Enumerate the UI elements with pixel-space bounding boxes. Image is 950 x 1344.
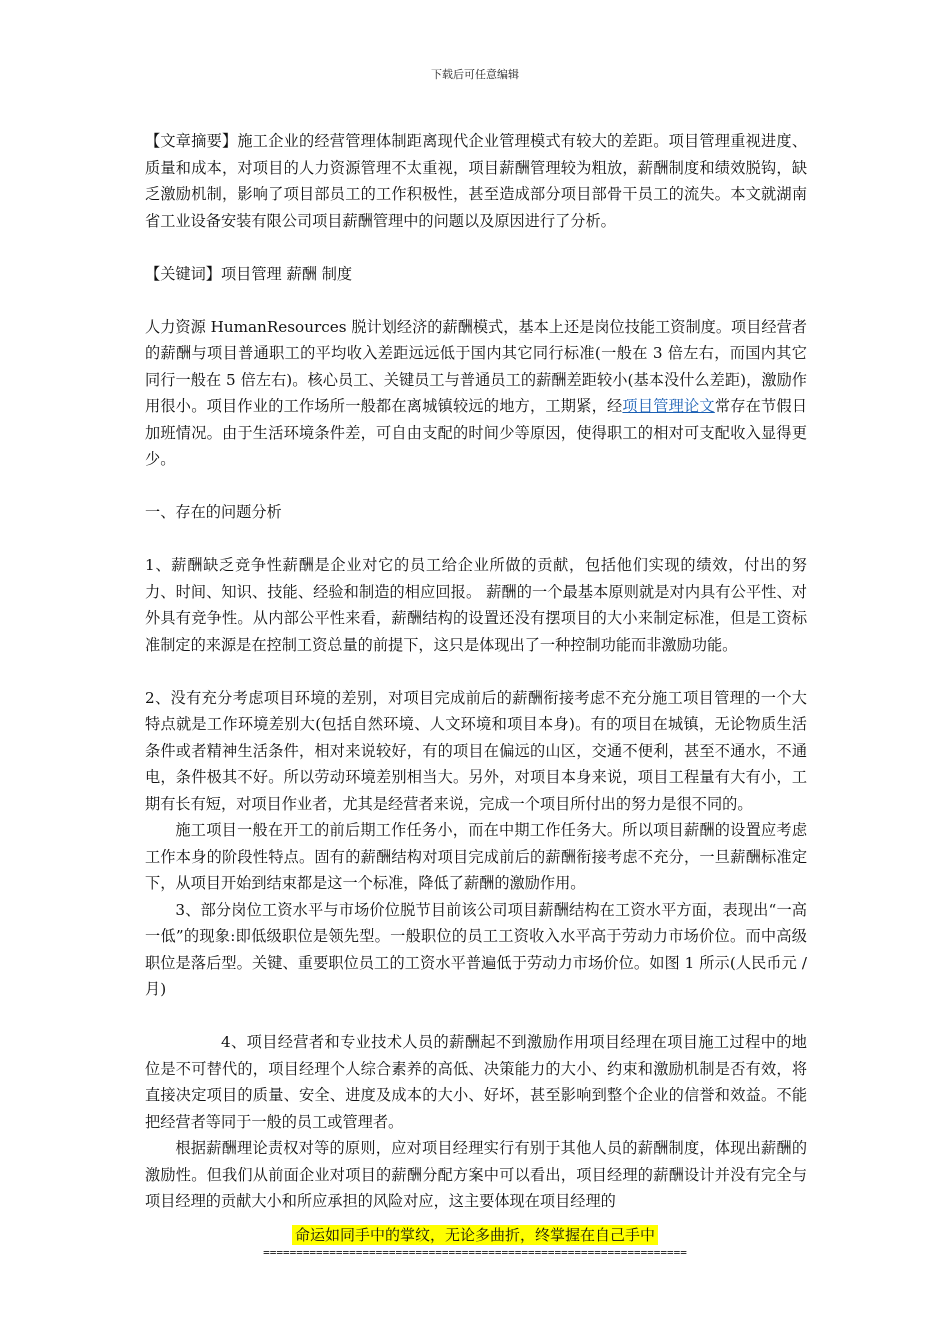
point-1-paragraph: 1、薪酬缺乏竞争性薪酬是企业对它的员工给企业所做的贡献，包括他们实现的绩效，付出的努力、时间、知识、技能、经验和制造的相应回报。 薪酬的一个最基本原则就是对内具有公平性、对外具有竞争性。从内部公平性来看，薪酬结构的设置还没有摆项目的大小来制定标准，但是工资标准制定的来源是在控制工资总量的前提下，这只是体现出了一种控制功能而非激励功能。: [145, 556, 807, 654]
point-2-continued-paragraph: 施工项目一般在开工的前后期工作任务小，而在中期工作任务大。所以项目薪酬的设置应考虑工作本身的阶段性特点。固有的薪酬结构对项目完成前后的薪酬衔接考虑不充分，一旦薪酬标准定下，从项目开始到结束都是这一个标准，降低了薪酬的激励作用。: [145, 821, 807, 892]
point-4-paragraph: 4、项目经营者和专业技术人员的薪酬起不到激励作用项目经理在项目施工过程中的地位是不可替代的，项目经理个人综合素养的高低、决策能力的大小、约束和激励机制是否有效，将直接决定项目的质量、安全、进度及成本的大小、好坏，甚至影响到整个企业的信誉和效益。不能把经营者等同于一般的员工或管理者。: [145, 1033, 807, 1131]
abstract-paragraph: 【文章摘要】施工企业的经营管理体制距离现代企业管理模式有较大的差距。项目管理重视进度、质量和成本，对项目的人力资源管理不太重视，项目薪酬管理较为粗放，薪酬制度和绩效脱钩，缺乏激励机制，影响了项目部员工的工作积极性，甚至造成部分项目部骨干员工的流失。本文就湖南省工业设备安装有限公司项目薪酬管理中的问题以及原因进行了分析。: [145, 132, 807, 230]
page-header: 下载后可任意编辑: [431, 68, 519, 81]
point-2-paragraph: 2、没有充分考虑项目环境的差别，对项目完成前后的薪酬衔接考虑不充分施工项目管理的一个大特点就是工作环境差别大(包括自然环境、人文环境和项目本身)。有的项目在城镇，无论物质生活条件或者精神生活条件，相对来说较好，有的项目在偏远的山区，交通不便利，甚至不通水，不通电，条件极其不好。所以劳动环境差别相当大。另外，对项目本身来说，项目工程量有大有小，工期有长有短，对项目作业者，尤其是经营者来说，完成一个项目所付出的努力是很不同的。: [145, 688, 807, 813]
section-heading: 一、存在的问题分析: [145, 503, 282, 521]
document-body: [145, 128, 807, 1215]
point-4-continued-paragraph: 根据薪酬理论责权对等的原则，应对项目经理实行有别于其他人员的薪酬制度，体现出薪酬的激励性。但我们从前面企业对项目的薪酬分配方案中可以看出，项目经理的薪酬设计并没有完全与项目经理的贡献大小和所应承担的风险对应，这主要体现在项目经理的: [145, 1139, 807, 1210]
footer-rule: ================================================================: [263, 1246, 687, 1259]
footer-quote: [0, 1224, 950, 1245]
intro-text-before-link: 人力资源 HumanResources 脱计划经济的薪酬模式，基本上还是岗位技能工资制度。项目经营者的薪酬与项目普通职工的平均收入差距远远低于国内其它同行标准(一般在 3 倍左右，而国内其它同行一般在 5 倍左右)。核心员工、关键员工与普通员工的薪酬差距较小(基本没什么差距)，激励作用很小。项目作业的工作场所一般都在离城镇较远的地方，工期紧，经: [145, 317, 807, 415]
point-3-paragraph: 3、部分岗位工资水平与市场价位脱节目前该公司项目薪酬结构在工资水平方面，表现出“一高一低”的现象:即低级职位是领先型。一般职位的员工工资收入水平高于劳动力市场价位。而中高级职位是落后型。关键、重要职位员工的工资水平普遍低于劳动力市场价位。如图 1 所示(人民币元 /月): [145, 900, 807, 998]
keywords-paragraph: 【关键词】项目管理 薪酬 制度: [145, 264, 353, 283]
project-management-paper-link[interactable]: 项目管理论文: [622, 397, 715, 415]
intro-text-after-link: 常存在节假日加班情况。由于生活环境条件差，可自由支配的时间少等原因，使得职工的相对可支配收入显得更少。: [145, 397, 808, 468]
footer-quote-text: 命运如同手中的掌纹，无论多曲折，终掌握在自己手中: [292, 1225, 658, 1245]
intro-paragraph: [145, 314, 807, 473]
